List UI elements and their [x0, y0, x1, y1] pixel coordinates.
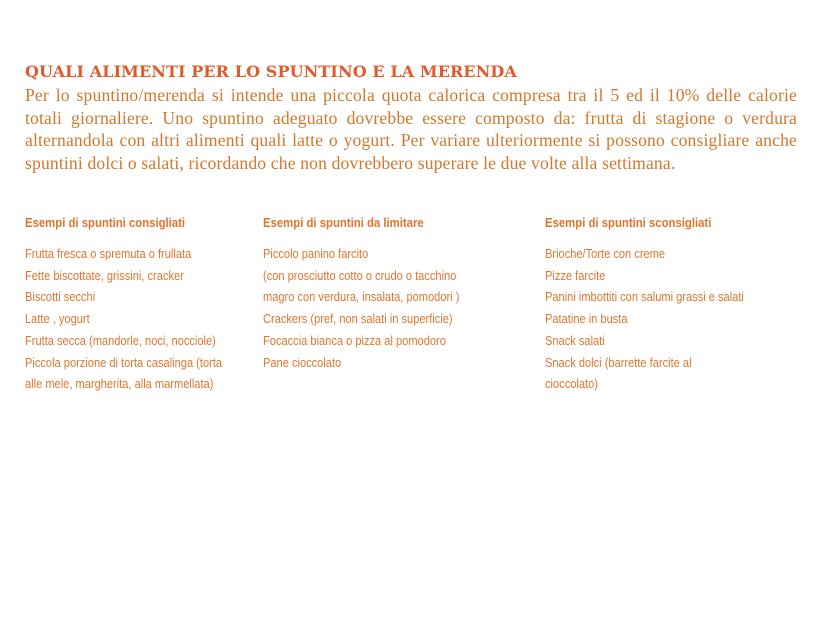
list-discouraged: [545, 243, 815, 395]
list-item-text: Snack salati: [545, 332, 605, 348]
list-item-text: Biscotti secchi: [25, 289, 96, 305]
list-item: [545, 243, 815, 265]
column-title-recommended: Esempi di spuntini consigliati: [25, 215, 186, 230]
list-item-text: Patatine in busta: [545, 311, 628, 327]
list-item-text: Pizze farcite: [545, 267, 606, 283]
list-item: [25, 330, 253, 352]
list-item: [263, 286, 523, 308]
list-item-text: cioccolato): [545, 376, 598, 392]
column-discouraged: [545, 214, 815, 395]
list-item: [263, 243, 523, 265]
column-title-discouraged: Esempi di spuntini sconsigliati: [545, 215, 712, 230]
list-item: [545, 286, 815, 308]
list-item: [263, 308, 523, 330]
list-item-text: Snack dolci (barrette farcite al: [545, 354, 692, 370]
list-item: [25, 308, 253, 330]
page-title: QUALI ALIMENTI PER LO SPUNTINO E LA MERENDA: [25, 62, 517, 81]
list-item: [263, 265, 523, 287]
column-limited: [263, 214, 523, 373]
list-item: [25, 352, 253, 374]
list-limited: [263, 243, 523, 373]
list-item: [545, 373, 815, 395]
list-item: [545, 265, 815, 287]
list-item-text: magro con verdura, insalata, pomodori ): [263, 289, 460, 305]
list-item-text: Panini imbottiti con salumi grassi e salati: [545, 289, 744, 305]
list-item-text: Frutta fresca o spremuta o frullata: [25, 246, 192, 261]
intro-paragraph: Per lo spuntino/merenda si intende una piccola quota calorica compresa tra il 5 ed il 10% delle calorie totali giornaliere. Uno spuntino adeguato dovrebbe essere composto da: frutta di stagione o verdura alternandola con altri alimenti quali latte o yogurt. Per variare ulteriormente si possono consigliare anche spuntini dolci o salati, ricordando che non dovrebbero superare le due volte alla settimana.: [25, 85, 797, 173]
list-item: [545, 308, 815, 330]
list-item-text: Frutta secca (mandorle, noci, nocciole): [25, 332, 216, 348]
column-title-limited: Esempi di spuntini da limitare: [263, 215, 424, 230]
list-item: [545, 352, 815, 374]
list-item-text: (con prosciutto cotto o crudo o tacchino: [263, 267, 457, 283]
list-item-text: Focaccia bianca o pizza al pomodoro: [263, 332, 446, 348]
list-item-text: Crackers (pref, non salati in superficie): [263, 311, 453, 327]
list-item: [263, 330, 523, 352]
list-item: [263, 352, 523, 374]
list-item-text: Latte , yogurt: [25, 311, 90, 327]
list-item-text: Fette biscottate, grissini, cracker: [25, 267, 184, 283]
list-item-text: Piccolo panino farcito: [263, 246, 369, 261]
list-item: [545, 330, 815, 352]
list-item-text: alle mele, margherita, alla marmellata): [25, 376, 214, 392]
list-item: [25, 286, 253, 308]
column-recommended: [25, 214, 253, 395]
list-item: [25, 243, 253, 265]
list-item-text: Pane cioccolato: [263, 354, 342, 370]
list-item-text: Piccola porzione di torta casalinga (torta: [25, 354, 223, 370]
list-item: [25, 265, 253, 287]
list-item: [25, 373, 253, 395]
list-recommended: [25, 243, 253, 395]
list-item-text: Brioche/Torte con creme: [545, 246, 666, 261]
